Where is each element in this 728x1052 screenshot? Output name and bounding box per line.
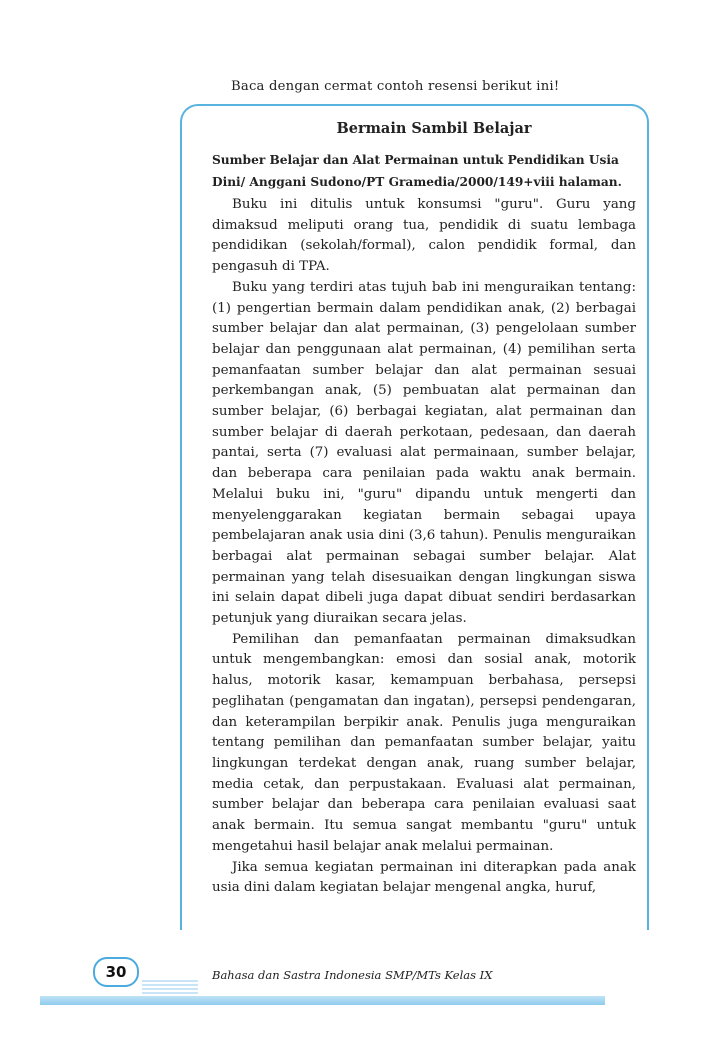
footer-book-title: Bahasa dan Sastra Indonesia SMP/MTs Kelas IX — [212, 968, 493, 982]
page-number: 30 — [93, 957, 139, 987]
review-box — [212, 120, 636, 899]
book-source: Sumber Belajar dan Alat Permainan untuk Pendidikan Usia Dini/ Anggani Sudono/PT Gramedia/2000/149+viii halaman. — [212, 153, 622, 189]
footer-band — [40, 996, 605, 1005]
footer-stripes-icon — [140, 975, 200, 997]
paragraph-4: Jika semua kegiatan permainan ini diterapkan pada anak usia dini dalam kegiatan belajar mengenal angka, huruf, — [212, 859, 636, 896]
intro-text: Baca dengan cermat contoh resensi berikut ini! — [231, 79, 560, 94]
paragraph-1: Buku ini ditulis untuk konsumsi "guru". Guru yang dimaksud meliputi orang tua, pendidik di suatu lembaga pendidikan (sekolah/formal), calon pendidik formal, dan pengasuh di TPA. — [212, 197, 636, 275]
paragraph-3: Pemilihan dan pemanfaatan permainan dimaksudkan untuk mengembangkan: emosi dan sosial anak, motorik halus, motorik kasar, kemampuan berbahasa, persepsi peglihatan (pengamatan dan ingatan), persepsi pendengaran, dan keterampilan berpikir anak. Penulis juga menguraikan tentang pemilihan dan pemanfaatan sumber belajar, yaitu lingkungan terdekat dengan anak, ruang sumber belajar, media cetak, dan perpustakaan. Evaluasi alat permainan, sumber belajar dan beberapa cara penilaian evaluasi saat anak bermain. Itu semua sangat membantu "guru" untuk mengetahui hasil belajar anak melalui permainan. — [212, 631, 636, 854]
review-title: Bermain Sambil Belajar — [336, 120, 532, 137]
paragraph-2: Buku yang terdiri atas tujuh bab ini menguraikan tentang: (1) pengertian bermain dalam pendidikan anak, (2) berbagai sumber belajar dan alat permainan, (3) pengelolaan sumber belajar dan penggunaan alat permainan, (4) pemilihan serta pemanfaatan sumber belajar dan alat permainan sesuai perkembangan anak, (5) pembuatan alat permainan dan sumber belajar, (6) berbagai kegiatan, alat permainan dan sumber belajar di daerah perkotaan, pedesaan, dan daerah pantai, serta (7) evaluasi alat permainaan, sumber belajar, dan beberapa cara penilaian pada waktu anak bermain. Melalui buku ini, "guru" dipandu untuk mengerti dan menyelenggarakan kegiatan bermain sebagai upaya pembelajaran anak usia dini (3,6 tahun). Penulis menguraikan berbagai alat permainan sebagai sumber belajar. Alat permainan yang telah disesuaikan dengan lingkungan siswa ini selain dapat dibeli juga dapat dibuat sendiri berdasarkan petunjuk yang diuraikan secara jelas. — [212, 279, 636, 627]
